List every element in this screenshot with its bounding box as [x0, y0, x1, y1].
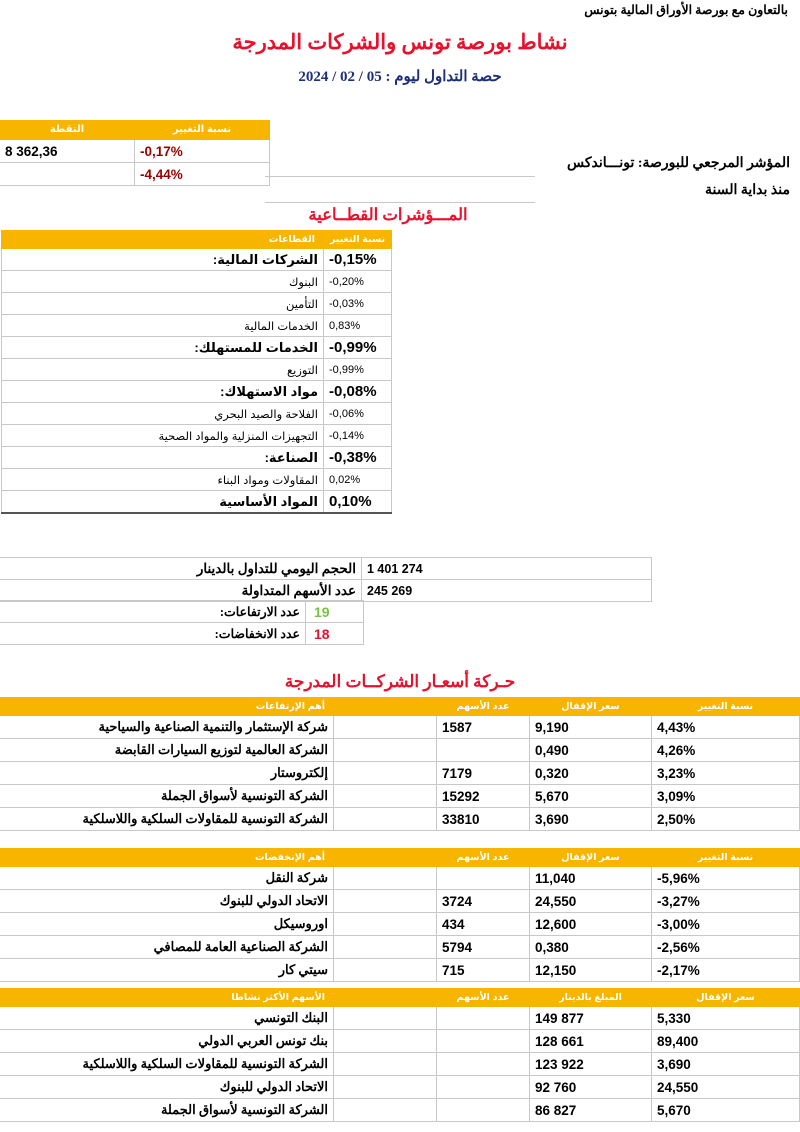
change-pct: 4,26% [652, 739, 800, 762]
table-row [2, 381, 392, 403]
table-row [0, 623, 364, 645]
sector-change: -0,15% [324, 249, 392, 271]
change-pct: 3,23% [652, 762, 800, 785]
spacer-cell [334, 739, 437, 762]
spacer-cell [334, 959, 437, 982]
table-row [2, 403, 392, 425]
share-count [437, 1099, 530, 1122]
change-pct: -2,56% [652, 936, 800, 959]
advances-label: عدد الارتفاعات: [0, 601, 306, 623]
col-sector-change: نسبة التغيير [324, 231, 392, 249]
table-header-row [0, 698, 800, 716]
col-most-active-title: الأسهم الأكثر نشاطا [0, 989, 334, 1007]
sector-name: التأمين [2, 293, 324, 315]
close-price: 5,670 [652, 1099, 800, 1122]
sector-change: -0,20% [324, 271, 392, 293]
sector-name: مواد الاستهلاك: [2, 381, 324, 403]
close-price: 0,320 [530, 762, 652, 785]
table-row [2, 425, 392, 447]
company-name: الشركة العالمية لتوزيع السيارات القابضة [0, 739, 334, 762]
sector-change: -0,14% [324, 425, 392, 447]
divider [265, 202, 535, 203]
table-row [0, 959, 800, 982]
movers-section-title: حـركة أسعـار الشركــات المدرجة [284, 672, 516, 691]
sector-change: -0,08% [324, 381, 392, 403]
spacer-cell [334, 913, 437, 936]
sector-change: -0,99% [324, 359, 392, 381]
share-count: 1587 [437, 716, 530, 739]
ytd-point [0, 163, 135, 186]
sector-name: التجهيزات المنزلية والمواد الصحية [2, 425, 324, 447]
sector-change: 0,83% [324, 315, 392, 337]
close-price: 11,040 [530, 867, 652, 890]
close-price: 3,690 [652, 1053, 800, 1076]
amount-dinar: 128 661 [530, 1030, 652, 1053]
table-row [0, 936, 800, 959]
sector-name: الفلاحة والصيد البحري [2, 403, 324, 425]
company-name: اوروسيكل [0, 913, 334, 936]
table-row [2, 293, 392, 315]
shares-traded-value: 245 269 [362, 580, 652, 602]
share-count: 5794 [437, 936, 530, 959]
company-name: الاتحاد الدولي للبنوك [0, 890, 334, 913]
col-spacer [334, 698, 437, 716]
table-row [0, 739, 800, 762]
col-close-price: سعر الإقفال [652, 989, 800, 1007]
ytd-label: منذ بداية السنة [705, 183, 790, 198]
col-point: النقطة [0, 121, 135, 140]
table-row [0, 867, 800, 890]
table-row [0, 716, 800, 739]
table-row [0, 140, 270, 163]
sector-name: الشركات المالية: [2, 249, 324, 271]
declines-count: 18 [306, 623, 364, 645]
divider [265, 176, 535, 177]
company-name: الشركة التونسية لأسواق الجملة [0, 785, 334, 808]
share-count [437, 1030, 530, 1053]
index-point: 8 362,36 [0, 140, 135, 163]
table-row [0, 1076, 800, 1099]
share-count: 434 [437, 913, 530, 936]
col-spacer [334, 989, 437, 1007]
table-header-row [2, 231, 392, 249]
table-row [0, 890, 800, 913]
table-row [2, 491, 392, 514]
trading-statistics-table [0, 557, 652, 602]
advances-declines-table [0, 600, 364, 645]
spacer-cell [334, 808, 437, 831]
sector-change: -0,38% [324, 447, 392, 469]
col-losers-title: أهم الإنخفضات [0, 849, 334, 867]
sector-change: -0,06% [324, 403, 392, 425]
spacer-cell [334, 1007, 437, 1030]
close-price: 5,670 [530, 785, 652, 808]
close-price: 24,550 [652, 1076, 800, 1099]
table-header-row [0, 849, 800, 867]
spacer-cell [334, 936, 437, 959]
change-pct: 3,09% [652, 785, 800, 808]
col-spacer [334, 849, 437, 867]
sector-change: -0,99% [324, 337, 392, 359]
top-losers-table [0, 848, 800, 982]
table-row [2, 315, 392, 337]
amount-dinar: 92 760 [530, 1076, 652, 1099]
col-close-price: سعر الإقفال [530, 849, 652, 867]
daily-volume-label: الحجم اليومي للتداول بالدينار [0, 558, 362, 580]
change-pct: -3,27% [652, 890, 800, 913]
share-count [437, 1076, 530, 1099]
table-row [0, 1030, 800, 1053]
spacer-cell [334, 716, 437, 739]
spacer-cell [334, 867, 437, 890]
share-count: 7179 [437, 762, 530, 785]
table-row [2, 337, 392, 359]
table-header-row [0, 989, 800, 1007]
session-date: حصة التداول ليوم : 05 / 02 / 2024 [298, 69, 502, 85]
index-change: -0,17% [135, 140, 270, 163]
table-row [0, 785, 800, 808]
table-row [0, 163, 270, 186]
col-change-pct: نسبة التغيير [652, 698, 800, 716]
company-name: الشركة التونسية للمقاولات السلكية واللاسلكية [0, 808, 334, 831]
sector-name: الخدمات المالية [2, 315, 324, 337]
table-row [0, 558, 652, 580]
sector-name: البنوك [2, 271, 324, 293]
col-share-count: عدد الأسهم [437, 989, 530, 1007]
table-row [0, 1007, 800, 1030]
close-price: 12,600 [530, 913, 652, 936]
page-title: نشاط بورصة تونس والشركات المدرجة [232, 30, 568, 54]
sector-change: -0,03% [324, 293, 392, 315]
amount-dinar: 149 877 [530, 1007, 652, 1030]
share-count: 33810 [437, 808, 530, 831]
share-count: 15292 [437, 785, 530, 808]
sector-name: الخدمات للمستهلك: [2, 337, 324, 359]
shares-traded-label: عدد الأسهم المتداولة [0, 580, 362, 602]
share-count [437, 739, 530, 762]
close-price: 9,190 [530, 716, 652, 739]
table-row [2, 359, 392, 381]
sector-change: 0,02% [324, 469, 392, 491]
company-name: سيتي كار [0, 959, 334, 982]
close-price: 89,400 [652, 1030, 800, 1053]
change-pct: 2,50% [652, 808, 800, 831]
cooperation-note: بالتعاون مع بورصة الأوراق المالية بتونس [584, 3, 788, 17]
declines-label: عدد الانخفاضات: [0, 623, 306, 645]
table-row [0, 913, 800, 936]
change-pct: -3,00% [652, 913, 800, 936]
share-count [437, 867, 530, 890]
share-count: 715 [437, 959, 530, 982]
table-row [2, 447, 392, 469]
top-gainers-table [0, 697, 800, 831]
advances-count: 19 [306, 601, 364, 623]
spacer-cell [334, 762, 437, 785]
close-price: 24,550 [530, 890, 652, 913]
company-name: إلكتروستار [0, 762, 334, 785]
company-name: الشركة الصناعية العامة للمصافي [0, 936, 334, 959]
company-name: الاتحاد الدولي للبنوك [0, 1076, 334, 1099]
table-row [0, 762, 800, 785]
company-name: بنك تونس العربي الدولي [0, 1030, 334, 1053]
col-close-price: سعر الإقفال [530, 698, 652, 716]
spacer-cell [334, 785, 437, 808]
spacer-cell [334, 1030, 437, 1053]
close-price: 3,690 [530, 808, 652, 831]
company-name: البنك التونسي [0, 1007, 334, 1030]
sector-name: المواد الأساسية [2, 491, 324, 514]
col-gainers-title: أهم الإرتفاعات [0, 698, 334, 716]
change-pct: -5,96% [652, 867, 800, 890]
table-header-row [0, 121, 270, 140]
close-price: 0,490 [530, 739, 652, 762]
col-change-pct: نسبة التغيير [652, 849, 800, 867]
sector-indicators-table [1, 230, 392, 514]
sector-change: 0,10% [324, 491, 392, 514]
sector-name: التوزيع [2, 359, 324, 381]
amount-dinar: 86 827 [530, 1099, 652, 1122]
share-count [437, 1053, 530, 1076]
spacer-cell [334, 890, 437, 913]
company-name: شركة الإستثمار والتنمية الصناعية والسياحية [0, 716, 334, 739]
col-share-count: عدد الأسهم [437, 698, 530, 716]
sector-name: الصناعة: [2, 447, 324, 469]
col-share-count: عدد الأسهم [437, 849, 530, 867]
table-row [2, 249, 392, 271]
share-count: 3724 [437, 890, 530, 913]
sector-section-title: المـــؤشرات القطــاعية [308, 205, 468, 224]
table-row [0, 808, 800, 831]
close-price: 5,330 [652, 1007, 800, 1030]
index-reference-label: المؤشر المرجعي للبورصة: تونـــاندكس [566, 156, 790, 171]
most-active-table [0, 988, 800, 1122]
col-change-pct: نسبة التغيير [135, 121, 270, 140]
daily-volume-value: 1 401 274 [362, 558, 652, 580]
close-price: 0,380 [530, 936, 652, 959]
share-count [437, 1007, 530, 1030]
table-row [0, 1099, 800, 1122]
table-row [2, 271, 392, 293]
col-sector-name: القطاعات [2, 231, 324, 249]
table-row [0, 1053, 800, 1076]
company-name: الشركة التونسية للمقاولات السلكية واللاسلكية [0, 1053, 334, 1076]
change-pct: 4,43% [652, 716, 800, 739]
amount-dinar: 123 922 [530, 1053, 652, 1076]
index-summary-table [0, 120, 270, 186]
change-pct: -2,17% [652, 959, 800, 982]
company-name: شركة النقل [0, 867, 334, 890]
spacer-cell [334, 1076, 437, 1099]
company-name: الشركة التونسية لأسواق الجملة [0, 1099, 334, 1122]
spacer-cell [334, 1099, 437, 1122]
col-amount-dinar: المبلغ بالدينار [530, 989, 652, 1007]
sector-name: المقاولات ومواد البناء [2, 469, 324, 491]
table-row [2, 469, 392, 491]
ytd-change: -4,44% [135, 163, 270, 186]
table-row [0, 580, 652, 602]
spacer-cell [334, 1053, 437, 1076]
close-price: 12,150 [530, 959, 652, 982]
table-row [0, 601, 364, 623]
